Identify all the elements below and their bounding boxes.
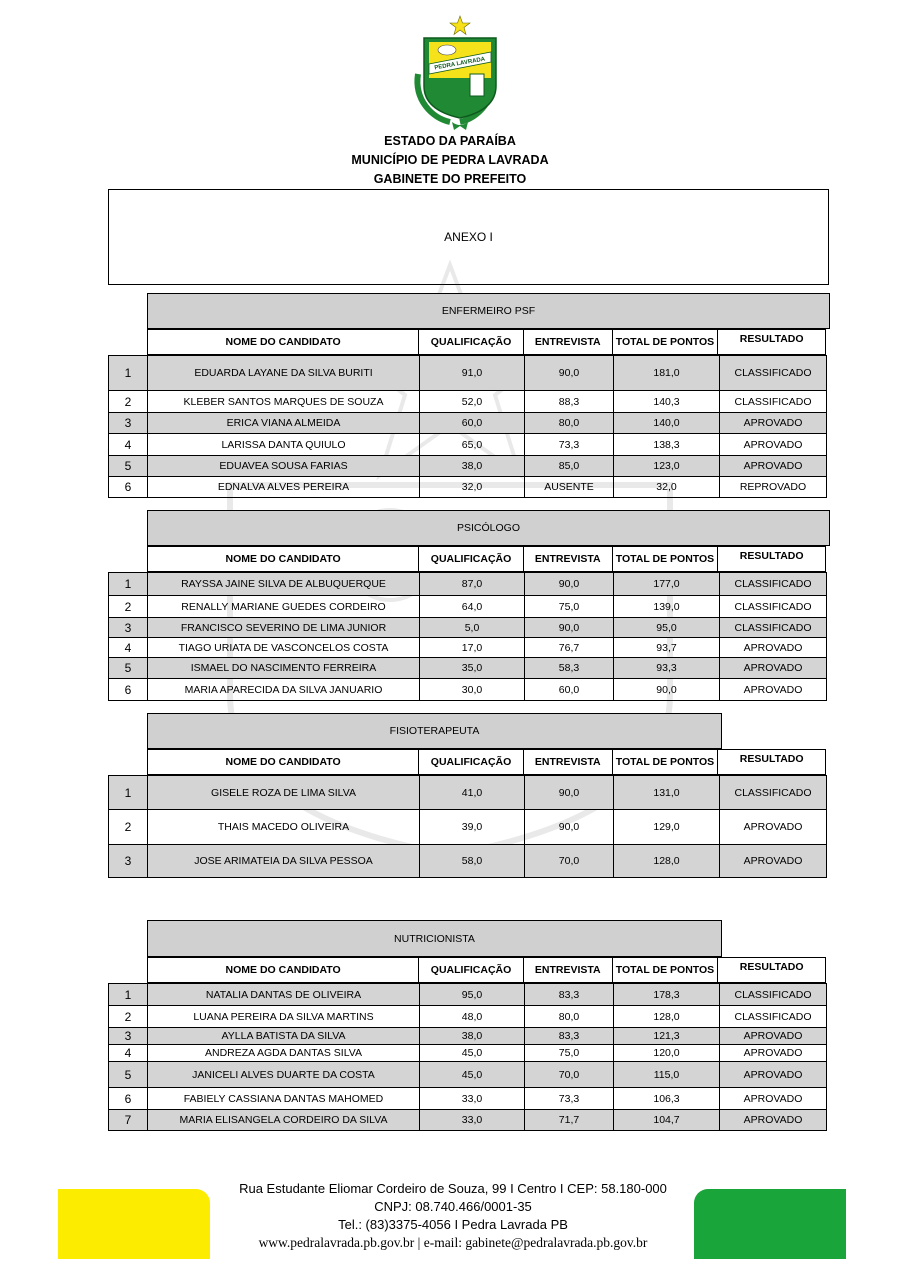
total-score: 95,0 xyxy=(614,618,720,638)
candidate-name: FABIELY CASSIANA DANTAS MAHOMED xyxy=(148,1088,420,1110)
result-status: CLASSIFICADO xyxy=(720,596,827,618)
result-status: CLASSIFICADO xyxy=(720,391,827,413)
section-title-enfermeiro xyxy=(147,293,830,329)
candidate-name: ISMAEL DO NASCIMENTO FERREIRA xyxy=(148,658,420,679)
candidate-name: EDUARDA LAYANE DA SILVA BURITI xyxy=(148,356,420,391)
result-status: APROVADO xyxy=(720,679,827,701)
result-status: APROVADO xyxy=(720,1028,827,1045)
candidate-name: TIAGO URIATA DE VASCONCELOS COSTA xyxy=(148,638,420,658)
candidate-name: ERICA VIANA ALMEIDA xyxy=(148,413,420,434)
table-row xyxy=(109,618,827,638)
row-number: 6 xyxy=(109,1088,148,1110)
candidate-name: LARISSA DANTA QUIULO xyxy=(148,434,420,456)
interview-score: 70,0 xyxy=(525,845,614,878)
interview-score: 80,0 xyxy=(525,413,614,434)
row-number: 5 xyxy=(109,1062,148,1088)
table-header-fisioterapeuta xyxy=(147,749,826,775)
total-score: 139,0 xyxy=(614,596,720,618)
column-header-result: RESULTADO xyxy=(739,333,804,345)
qualification-score: 38,0 xyxy=(420,456,525,477)
table-row xyxy=(109,391,827,413)
candidate-name: ANDREZA AGDA DANTAS SILVA xyxy=(148,1045,420,1062)
qualification-score: 45,0 xyxy=(420,1045,525,1062)
column-header-qualification: QUALIFICAÇÃO xyxy=(419,750,524,774)
footer-cnpj: CNPJ: 08.740.466/0001-35 xyxy=(374,1199,532,1214)
footer-yellow-bar xyxy=(58,1189,210,1259)
row-number: 6 xyxy=(109,477,148,498)
column-header-total: TOTAL DE PONTOS xyxy=(613,750,719,774)
result-status: APROVADO xyxy=(720,1062,827,1088)
section-title-fisioterapeuta xyxy=(147,713,722,749)
interview-score: AUSENTE xyxy=(525,477,614,498)
row-number: 2 xyxy=(109,391,148,413)
total-score: 123,0 xyxy=(614,456,720,477)
interview-score: 75,0 xyxy=(525,1045,614,1062)
table-row xyxy=(109,456,827,477)
interview-score: 70,0 xyxy=(525,1062,614,1088)
result-status: REPROVADO xyxy=(720,477,827,498)
annex-title: ANEXO I xyxy=(444,230,493,244)
candidate-name: AYLLA BATISTA DA SILVA xyxy=(148,1028,420,1045)
results-table-fisioterapeuta xyxy=(108,775,827,878)
section-title-label: PSICÓLOGO xyxy=(456,522,520,534)
row-number: 6 xyxy=(109,679,148,701)
table-row xyxy=(109,434,827,456)
total-score: 129,0 xyxy=(614,810,720,845)
row-number: 3 xyxy=(109,413,148,434)
table-row xyxy=(109,776,827,810)
candidate-name: RENALLY MARIANE GUEDES CORDEIRO xyxy=(148,596,420,618)
candidate-name: LUANA PEREIRA DA SILVA MARTINS xyxy=(148,1006,420,1028)
municipality-heading: MUNICÍPIO DE PEDRA LAVRADA xyxy=(351,153,549,167)
candidate-name: EDUAVEA SOUSA FARIAS xyxy=(148,456,420,477)
interview-score: 73,3 xyxy=(525,434,614,456)
result-status: APROVADO xyxy=(720,434,827,456)
section-title-label: FISIOTERAPEUTA xyxy=(389,725,480,737)
row-number: 7 xyxy=(109,1110,148,1131)
table-row xyxy=(109,984,827,1006)
candidate-name: MARIA ELISANGELA CORDEIRO DA SILVA xyxy=(148,1110,420,1131)
column-header-qualification: QUALIFICAÇÃO xyxy=(419,330,524,354)
qualification-score: 65,0 xyxy=(420,434,525,456)
qualification-score: 17,0 xyxy=(420,638,525,658)
result-status: CLASSIFICADO xyxy=(720,1006,827,1028)
row-number: 1 xyxy=(109,356,148,391)
row-number: 4 xyxy=(109,1045,148,1062)
column-header-name: NOME DO CANDIDATO xyxy=(148,958,419,982)
interview-score: 80,0 xyxy=(525,1006,614,1028)
candidate-name: FRANCISCO SEVERINO DE LIMA JUNIOR xyxy=(148,618,420,638)
interview-score: 73,3 xyxy=(525,1088,614,1110)
interview-score: 85,0 xyxy=(525,456,614,477)
annex-title-box xyxy=(108,189,829,285)
column-header-total: TOTAL DE PONTOS xyxy=(613,330,719,354)
total-score: 178,3 xyxy=(614,984,720,1006)
column-header-interview: ENTREVISTA xyxy=(524,958,613,982)
candidate-name: JANICELI ALVES DUARTE DA COSTA xyxy=(148,1062,420,1088)
column-header-total: TOTAL DE PONTOS xyxy=(613,958,719,982)
row-number: 3 xyxy=(109,845,148,878)
total-score: 140,3 xyxy=(614,391,720,413)
total-score: 120,0 xyxy=(614,1045,720,1062)
column-header-interview: ENTREVISTA xyxy=(524,547,613,571)
candidate-name: GISELE ROZA DE LIMA SILVA xyxy=(148,776,420,810)
column-header-name: NOME DO CANDIDATO xyxy=(148,330,419,354)
section-title-label: NUTRICIONISTA xyxy=(394,932,475,945)
candidate-name: NATALIA DANTAS DE OLIVEIRA xyxy=(148,984,420,1006)
result-status: APROVADO xyxy=(720,638,827,658)
result-status: CLASSIFICADO xyxy=(720,573,827,596)
interview-score: 58,3 xyxy=(525,658,614,679)
total-score: 93,7 xyxy=(614,638,720,658)
qualification-score: 30,0 xyxy=(420,679,525,701)
total-score: 121,3 xyxy=(614,1028,720,1045)
candidate-name: MARIA APARECIDA DA SILVA JANUARIO xyxy=(148,679,420,701)
total-score: 181,0 xyxy=(614,356,720,391)
interview-score: 60,0 xyxy=(525,679,614,701)
interview-score: 90,0 xyxy=(525,573,614,596)
interview-score: 71,7 xyxy=(525,1110,614,1131)
table-row xyxy=(109,1028,827,1045)
result-status: APROVADO xyxy=(720,1045,827,1062)
total-score: 90,0 xyxy=(614,679,720,701)
total-score: 138,3 xyxy=(614,434,720,456)
total-score: 140,0 xyxy=(614,413,720,434)
result-status: CLASSIFICADO xyxy=(720,618,827,638)
qualification-score: 33,0 xyxy=(420,1110,525,1131)
table-row xyxy=(109,845,827,878)
column-header-interview: ENTREVISTA xyxy=(524,750,613,774)
result-status: APROVADO xyxy=(720,456,827,477)
row-number: 2 xyxy=(109,596,148,618)
qualification-score: 87,0 xyxy=(420,573,525,596)
footer-web-email[interactable]: www.pedralavrada.pb.gov.br | e-mail: gabinete@pedralavrada.pb.gov.br xyxy=(258,1235,648,1250)
row-number: 4 xyxy=(109,638,148,658)
column-header-result: RESULTADO xyxy=(739,550,804,562)
footer-address: Rua Estudante Eliomar Cordeiro de Souza, 99 I Centro I CEP: 58.180-000 xyxy=(239,1181,667,1196)
total-score: 128,0 xyxy=(614,1006,720,1028)
qualification-score: 33,0 xyxy=(420,1088,525,1110)
result-status: APROVADO xyxy=(720,1088,827,1110)
total-score: 115,0 xyxy=(614,1062,720,1088)
result-status: APROVADO xyxy=(720,658,827,679)
section-title-psicologo xyxy=(147,510,830,546)
office-heading: GABINETE DO PREFEITO xyxy=(373,172,527,186)
table-row xyxy=(109,1045,827,1062)
result-status: APROVADO xyxy=(720,413,827,434)
candidate-name: THAIS MACEDO OLIVEIRA xyxy=(148,810,420,845)
row-number: 5 xyxy=(109,456,148,477)
results-table-nutricionista xyxy=(108,983,827,1131)
qualification-score: 52,0 xyxy=(420,391,525,413)
row-number: 4 xyxy=(109,434,148,456)
qualification-score: 95,0 xyxy=(420,984,525,1006)
total-score: 128,0 xyxy=(614,845,720,878)
interview-score: 88,3 xyxy=(525,391,614,413)
row-number: 1 xyxy=(109,776,148,810)
coat-of-arms-logo xyxy=(410,14,500,132)
table-row xyxy=(109,658,827,679)
row-number: 1 xyxy=(109,573,148,596)
interview-score: 90,0 xyxy=(525,810,614,845)
total-score: 106,3 xyxy=(614,1088,720,1110)
result-status: APROVADO xyxy=(720,810,827,845)
total-score: 93,3 xyxy=(614,658,720,679)
row-number: 2 xyxy=(109,1006,148,1028)
column-header-result: RESULTADO xyxy=(739,961,804,973)
column-header-interview: ENTREVISTA xyxy=(524,330,613,354)
result-status: CLASSIFICADO xyxy=(720,984,827,1006)
footer-phone: Tel.: (83)3375-4056 I Pedra Lavrada PB xyxy=(338,1217,568,1232)
table-row xyxy=(109,413,827,434)
table-row xyxy=(109,477,827,498)
qualification-score: 58,0 xyxy=(420,845,525,878)
candidate-name: JOSE ARIMATEIA DA SILVA PESSOA xyxy=(148,845,420,878)
column-header-name: NOME DO CANDIDATO xyxy=(148,750,419,774)
interview-score: 90,0 xyxy=(525,776,614,810)
total-score: 177,0 xyxy=(614,573,720,596)
interview-score: 83,3 xyxy=(525,984,614,1006)
table-row xyxy=(109,679,827,701)
total-score: 104,7 xyxy=(614,1110,720,1131)
table-row xyxy=(109,1062,827,1088)
qualification-score: 35,0 xyxy=(420,658,525,679)
qualification-score: 38,0 xyxy=(420,1028,525,1045)
total-score: 32,0 xyxy=(614,477,720,498)
qualification-score: 41,0 xyxy=(420,776,525,810)
interview-score: 83,3 xyxy=(525,1028,614,1045)
table-header-enfermeiro xyxy=(147,329,826,355)
results-table-enfermeiro xyxy=(108,355,827,498)
table-row xyxy=(109,596,827,618)
qualification-score: 5,0 xyxy=(420,618,525,638)
column-header-name: NOME DO CANDIDATO xyxy=(148,547,419,571)
interview-score: 90,0 xyxy=(525,618,614,638)
candidate-name: EDNALVA ALVES PEREIRA xyxy=(148,477,420,498)
row-number: 3 xyxy=(109,618,148,638)
interview-score: 75,0 xyxy=(525,596,614,618)
table-row xyxy=(109,1088,827,1110)
qualification-score: 60,0 xyxy=(420,413,525,434)
table-row xyxy=(109,1006,827,1028)
table-row xyxy=(109,573,827,596)
qualification-score: 64,0 xyxy=(420,596,525,618)
result-status: CLASSIFICADO xyxy=(720,356,827,391)
section-title-label: ENFERMEIRO PSF xyxy=(441,305,536,317)
column-header-result: RESULTADO xyxy=(739,753,804,765)
table-header-psicologo xyxy=(147,546,826,572)
table-row xyxy=(109,1110,827,1131)
logo-text: PEDRA LAVRADA xyxy=(434,56,486,72)
qualification-score: 39,0 xyxy=(420,810,525,845)
total-score: 131,0 xyxy=(614,776,720,810)
qualification-score: 48,0 xyxy=(420,1006,525,1028)
interview-score: 90,0 xyxy=(525,356,614,391)
table-row xyxy=(109,356,827,391)
table-row xyxy=(109,810,827,845)
results-table-psicologo xyxy=(108,572,827,701)
table-row xyxy=(109,638,827,658)
candidate-name: KLEBER SANTOS MARQUES DE SOUZA xyxy=(148,391,420,413)
table-header-nutricionista xyxy=(147,957,826,983)
section-title-nutricionista xyxy=(147,920,722,957)
result-status: APROVADO xyxy=(720,1110,827,1131)
row-number: 5 xyxy=(109,658,148,679)
column-header-qualification: QUALIFICAÇÃO xyxy=(419,958,524,982)
interview-score: 76,7 xyxy=(525,638,614,658)
qualification-score: 32,0 xyxy=(420,477,525,498)
candidate-name: RAYSSA JAINE SILVA DE ALBUQUERQUE xyxy=(148,573,420,596)
row-number: 1 xyxy=(109,984,148,1006)
column-header-qualification: QUALIFICAÇÃO xyxy=(419,547,524,571)
state-heading: ESTADO DA PARAÍBA xyxy=(384,134,516,148)
qualification-score: 91,0 xyxy=(420,356,525,391)
footer-green-bar xyxy=(694,1189,846,1259)
result-status: CLASSIFICADO xyxy=(720,776,827,810)
result-status: APROVADO xyxy=(720,845,827,878)
row-number: 2 xyxy=(109,810,148,845)
column-header-total: TOTAL DE PONTOS xyxy=(613,547,719,571)
qualification-score: 45,0 xyxy=(420,1062,525,1088)
row-number: 3 xyxy=(109,1028,148,1045)
